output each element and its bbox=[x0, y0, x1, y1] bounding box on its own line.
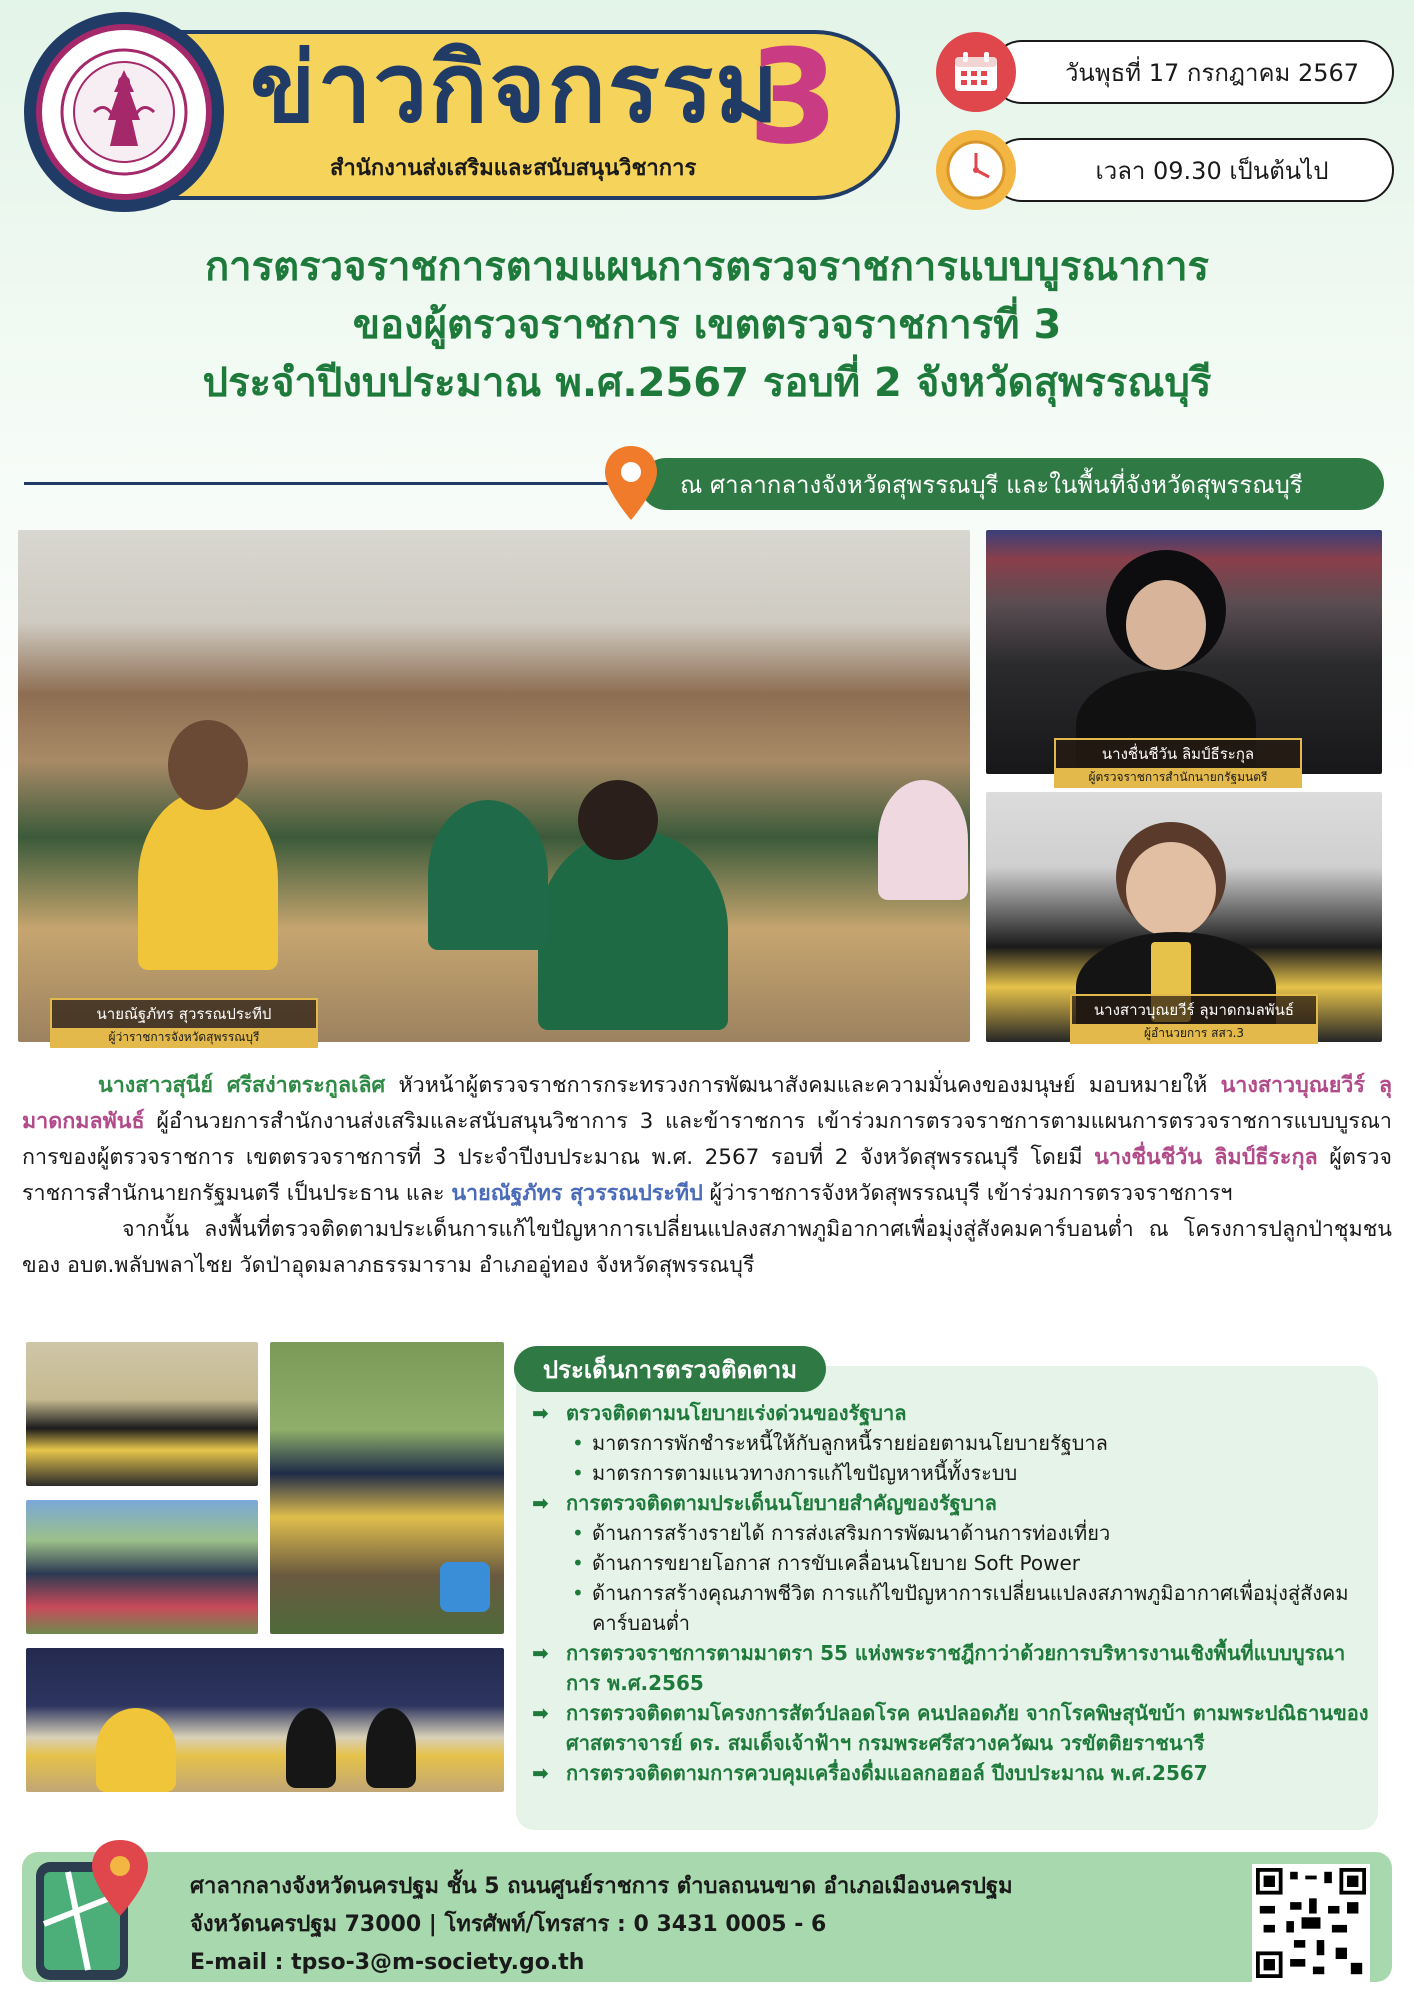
time-pill: เวลา 09.30 เป็นต้นไป bbox=[990, 138, 1394, 202]
follow-up-list bbox=[532, 1398, 1372, 1788]
date-pill: วันพุธที่ 17 กรกฎาคม 2567 bbox=[990, 40, 1394, 104]
caption-inspector-role: ผู้ตรวจราชการสำนักนายกรัฐมนตรี bbox=[1056, 768, 1300, 786]
list-heading: ➡ การตรวจติดตามโครงการสัตว์ปลอดโรค คนปลอดภัย จากโรคพิษสุนัขบ้า ตามพระปณิธานของศาสตราจารย์ ดร. สมเด็จเจ้าฟ้าฯ กรมพระศรีสวางควัฒน วรขัตติยราชนารี bbox=[532, 1698, 1372, 1758]
ministry-seal-logo bbox=[24, 12, 224, 212]
phone-line: จังหวัดนครปฐม 73000 | โทรศัพท์/โทรสาร : 0 3431 0005 - 6 bbox=[190, 1912, 827, 1937]
panel-tag: ประเด็นการตรวจติดตาม bbox=[514, 1346, 826, 1392]
list-item: • มาตรการตามแนวทางการแก้ไขปัญหาหนี้ทั้งระบบ bbox=[532, 1458, 1372, 1488]
list-heading: ➡ ตรวจติดตามนโยบายเร่งด่วนของรัฐบาล bbox=[532, 1398, 1372, 1428]
headline-line-1: การตรวจราชการตามแผนการตรวจราชการแบบบูรณาการ bbox=[204, 244, 1210, 290]
tree-planting-photo bbox=[270, 1342, 504, 1634]
article-body bbox=[22, 1068, 1392, 1284]
person-name: นางสาวบุณยวีร์ ลุมาดกมลพันธ์ bbox=[22, 1073, 1392, 1134]
person-name: นายณัฐภัทร สุวรรณประทีป bbox=[451, 1181, 703, 1206]
paragraph-1: นางสาวสุนีย์ ศรีสง่าตระกูลเลิศ หัวหน้าผู้ตรวจราชการกระทรวงการพัฒนาสังคมและความมั่นคงของมนุษย์ มอบหมายให้ นางสาวบุณยวีร์ ลุมาดกมลพันธ์ ผู้อำนวยการสำนักงานส่งเสริมและสนับสนุนวิชาการ 3 และข้าราชการ เข้าร่วมการตรวจราชการตามแผนการตรวจราชการแบบบูรณาการของผู้ตรวจราชการ เขตตรวจราชการที่ 3 ประจำปีงบประมาณ พ.ศ. 2567 รอบที่ 2 จังหวัดสุพรรณบุรี โดยมี นางชื่นชีวัน ลิมป์ธีระกุล ผู้ตรวจราชการสำนักนายกรัฐมนตรี เป็นประธาน และ นายณัฐภัทร สุวรรณประทีป ผู้ว่าราชการจังหวัดสุพรรณบุรี เข้าร่วมการตรวจราชการฯ bbox=[22, 1073, 1392, 1206]
caption-inspector bbox=[1054, 738, 1302, 788]
caption-governor bbox=[50, 998, 318, 1048]
headline-line-2: ของผู้ตรวจราชการ เขตตรวจราชการที่ 3 bbox=[352, 302, 1062, 348]
list-item: • ด้านการสร้างรายได้ การส่งเสริมการพัฒนาด้านการท่องเที่ยว bbox=[532, 1518, 1372, 1548]
caption-inspector-name: นางชื่นชีวัน ลิมป์ธีระกุล bbox=[1101, 745, 1255, 763]
office-name: สำนักงานส่งเสริมและสนับสนุนวิชาการ bbox=[330, 156, 697, 181]
paragraph-2: จากนั้น ลงพื้นที่ตรวจติดตามประเด็นการแก้ไขปัญหาการเปลี่ยนแปลงสภาพภูมิอากาศเพื่อมุ่งสู่สังคมคาร์บอนต่ำ ณ โครงการปลูกป่าชุมชน ของ อบต.พลับพลาไชย วัดป่าอุดมลาภธรรมาราม อำเภออู่ทอง จังหวัดสุพรรณบุรี bbox=[22, 1217, 1392, 1278]
caption-governor-name: นายณัฐภัทร สุวรรณประทีป bbox=[96, 1005, 272, 1023]
contact-info bbox=[190, 1868, 1210, 1982]
meeting-room-photo bbox=[18, 530, 970, 1042]
caption-director bbox=[1070, 994, 1318, 1044]
qr-code[interactable] bbox=[1252, 1864, 1370, 1982]
clock-icon bbox=[936, 130, 1016, 210]
group-photo-indoor bbox=[26, 1342, 258, 1486]
person-name: นางชื่นชีวัน ลิมป์ธีระกุล bbox=[1094, 1145, 1318, 1170]
list-heading: ➡ การตรวจราชการตามมาตรา 55 แห่งพระราชฎีกาว่าด้วยการบริหารงานเชิงพื้นที่แบบบูรณาการ พ.ศ.2565 bbox=[532, 1638, 1372, 1698]
list-heading: ➡ การตรวจติดตามการควบคุมเครื่องดื่มแอลกอฮอล์ ปีงบประมาณ พ.ศ.2567 bbox=[532, 1758, 1372, 1788]
address-line: ศาลากลางจังหวัดนครปฐม ชั้น 5 ถนนศูนย์ราชการ ตำบลถนนขาด อำเภอเมืองนครปฐม bbox=[190, 1874, 1013, 1899]
divider-line bbox=[24, 482, 644, 485]
caption-director-name: นางสาวบุณยวีร์ ลุมาดกมลพันธ์ bbox=[1093, 1001, 1295, 1019]
headline bbox=[40, 238, 1374, 412]
headline-line-3: ประจำปีงบประมาณ พ.ศ.2567 รอบที่ 2 จังหวัดสุพรรณบุรี bbox=[202, 360, 1212, 406]
map-icon bbox=[28, 1834, 168, 1984]
calendar-icon bbox=[936, 32, 1016, 112]
caption-governor-role: ผู้ว่าราชการจังหวัดสุพรรณบุรี bbox=[52, 1028, 316, 1046]
person-name: นางสาวสุนีย์ ศรีสง่าตระกูลเลิศ bbox=[98, 1073, 386, 1098]
location-pin-icon bbox=[602, 444, 660, 522]
list-item: • มาตรการพักชำระหนี้ให้กับลูกหนี้รายย่อยตามนโยบายรัฐบาล bbox=[532, 1428, 1372, 1458]
news-title: ข่าวกิจกรรม bbox=[250, 32, 781, 144]
conference-photo bbox=[26, 1648, 504, 1792]
email-link[interactable]: E-mail : tpso-3@m-society.go.th bbox=[190, 1950, 585, 1975]
list-heading: ➡ การตรวจติดตามประเด็นนโยบายสำคัญของรัฐบาล bbox=[532, 1488, 1372, 1518]
news-number: 3 bbox=[748, 21, 839, 173]
list-item: • ด้านการขยายโอกาส การขับเคลื่อนนโยบาย Soft Power bbox=[532, 1548, 1372, 1578]
caption-director-role: ผู้อำนวยการ สสว.3 bbox=[1072, 1024, 1316, 1042]
group-photo-outdoor bbox=[26, 1500, 258, 1634]
location-bar: ณ ศาลากลางจังหวัดสุพรรณบุรี และในพื้นที่จังหวัดสุพรรณบุรี bbox=[640, 458, 1384, 510]
list-item: • ด้านการสร้างคุณภาพชีวิต การแก้ไขปัญหาการเปลี่ยนแปลงสภาพภูมิอากาศเพื่อมุ่งสู่สังคมคาร์บอนต่ำ bbox=[532, 1578, 1372, 1638]
